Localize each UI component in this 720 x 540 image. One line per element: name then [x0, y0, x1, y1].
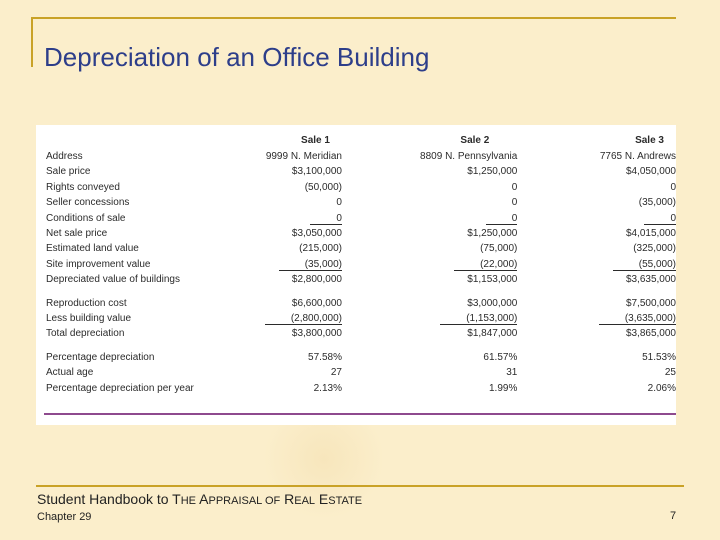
table-row: [46, 180, 676, 195]
cell: 0: [511, 197, 518, 209]
cell: $3,000,000: [467, 297, 518, 309]
cell: $1,847,000: [467, 328, 518, 340]
footer-title-part: EAL: [294, 495, 316, 507]
row-label: Address: [46, 151, 83, 162]
cell-value: 0: [644, 213, 676, 225]
row-label: Sale price: [46, 166, 91, 178]
table-panel: [36, 125, 676, 425]
table-spacer: [46, 288, 676, 296]
cell: [517, 311, 676, 326]
cell: $4,015,000: [625, 228, 676, 240]
cell: (50,000): [304, 181, 342, 193]
cell: [342, 311, 517, 326]
table-row: [46, 211, 676, 226]
cell: 2.06%: [647, 382, 676, 394]
row-label: Net sale price: [46, 228, 108, 240]
cell: (325,000): [633, 243, 676, 255]
cell: [342, 257, 517, 272]
page-number: 7: [670, 510, 677, 522]
cell: (75,000): [480, 243, 518, 255]
table-row: [46, 164, 676, 179]
cell: $3,100,000: [291, 166, 342, 178]
row-label: Rights conveyed: [46, 181, 120, 193]
cell: 57.58%: [308, 351, 342, 363]
row-label: Actual age: [46, 367, 94, 379]
table-row: [46, 272, 676, 287]
cell: (35,000): [638, 197, 676, 209]
table-row: [46, 296, 676, 311]
footer-title-part: OF: [261, 495, 281, 507]
table-row: [46, 226, 676, 241]
cell: (215,000): [299, 243, 342, 255]
slide-title: Depreciation of an Office Building: [44, 42, 430, 72]
footer-title-part: A: [196, 491, 209, 507]
cell: [236, 311, 342, 326]
row-label: Total depreciation: [46, 328, 125, 340]
cell-value: (3,635,000): [599, 313, 676, 325]
cell: 0: [336, 197, 342, 209]
table-header-row: [46, 133, 676, 149]
cell: $7,500,000: [625, 297, 676, 309]
cell-value: (22,000): [454, 259, 517, 271]
cell: [517, 211, 676, 226]
cell: 2.13%: [313, 382, 342, 394]
row-label: Site improvement value: [46, 258, 151, 270]
table-row: [46, 311, 676, 326]
header-sale-1: Sale 1: [301, 135, 330, 147]
footer-title-prefix: Student Handbook to T: [37, 491, 181, 507]
cell: $3,800,000: [291, 328, 342, 340]
footer-book-title: [37, 491, 362, 507]
table-row: [46, 365, 676, 380]
cell: 0: [670, 181, 676, 193]
cell-value: (55,000): [613, 259, 676, 271]
cell: 7765 N. Andrews: [599, 151, 676, 162]
cell: [236, 257, 342, 272]
row-label: Seller concessions: [46, 197, 130, 209]
cell: 27: [330, 367, 342, 379]
row-label: Percentage depreciation: [46, 351, 155, 363]
cell: $3,635,000: [625, 274, 676, 286]
footer-title-part: R: [280, 491, 295, 507]
cell: 1.99%: [488, 382, 518, 394]
table-row: [46, 350, 676, 365]
table-spacer: [46, 342, 676, 350]
table-row: [46, 149, 676, 164]
cell: $1,250,000: [467, 166, 518, 178]
header-blank: [46, 133, 236, 149]
table-row: [46, 326, 676, 341]
top-frame-line: [31, 17, 676, 19]
table-row: [46, 257, 676, 272]
cell: $3,050,000: [291, 228, 342, 240]
cell: 31: [506, 367, 518, 379]
cell-value: (1,153,000): [440, 313, 517, 325]
table-row: [46, 381, 676, 396]
cell: 0: [511, 181, 518, 193]
cell: $2,800,000: [291, 274, 342, 286]
cell: 25: [664, 367, 676, 379]
cell-value: (2,800,000): [265, 313, 342, 325]
cell: [517, 257, 676, 272]
header-sale-2: Sale 2: [460, 135, 490, 147]
row-label: Percentage depreciation per year: [46, 382, 194, 394]
row-label: Less building value: [46, 313, 132, 325]
cell: 51.53%: [642, 351, 676, 363]
cell-value: 0: [310, 213, 342, 225]
footer-title-part: HE: [180, 495, 197, 507]
cell: $4,050,000: [625, 166, 676, 178]
header-sale-3: Sale 3: [635, 135, 664, 147]
footer-title-part: STATE: [328, 495, 363, 507]
cell: $6,600,000: [291, 297, 342, 309]
footer-title-part: E: [315, 491, 329, 507]
table-bottom-rule: [44, 413, 676, 415]
cell: 61.57%: [483, 351, 518, 363]
row-label: Depreciated value of buildings: [46, 274, 180, 286]
footer-rule: [36, 485, 684, 487]
cell: [342, 211, 517, 226]
footer-chapter: Chapter 29: [37, 511, 92, 523]
row-label: Reproduction cost: [46, 297, 127, 309]
cell: $3,865,000: [625, 328, 676, 340]
row-label: Estimated land value: [46, 243, 139, 255]
footer-title-part: PPRAISAL: [208, 495, 262, 507]
cell: 8809 N. Pennsylvania: [420, 151, 518, 162]
cell-value: (35,000): [279, 259, 342, 271]
depreciation-table: [46, 133, 676, 396]
cell: 9999 N. Meridian: [265, 151, 342, 162]
cell: [236, 211, 342, 226]
cell: $1,250,000: [467, 228, 518, 240]
left-frame-line: [31, 17, 33, 67]
cell: $1,153,000: [467, 274, 518, 286]
row-label: Conditions of sale: [46, 212, 126, 224]
table-row: [46, 195, 676, 210]
cell-value: 0: [486, 213, 518, 225]
table-row: [46, 241, 676, 256]
